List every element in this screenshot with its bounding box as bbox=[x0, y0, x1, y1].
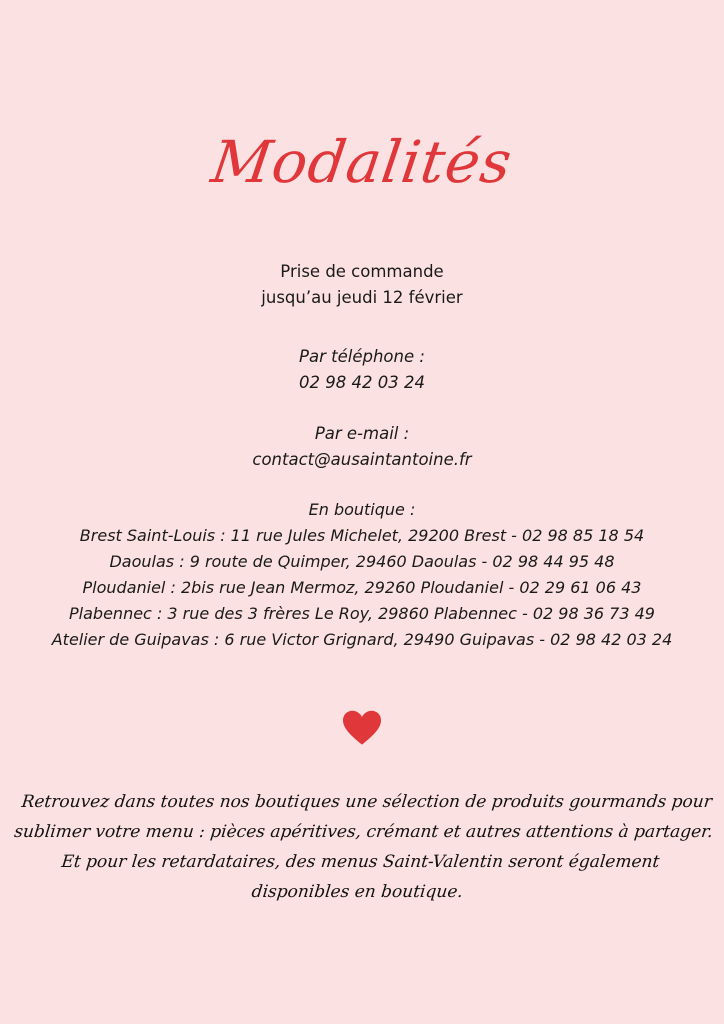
heart-icon bbox=[343, 708, 381, 748]
phone-number: 02 98 42 03 24 bbox=[299, 373, 425, 392]
email-label: Par e-mail : bbox=[314, 424, 410, 443]
shop-item: Atelier de Guipavas : 6 rue Victor Grignard, 29490 Guipavas - 02 98 42 03 24 bbox=[51, 630, 673, 649]
order-deadline bbox=[0, 259, 724, 311]
email-address: contact@ausaintantoine.fr bbox=[252, 450, 472, 469]
page-title: Modalités bbox=[207, 128, 517, 196]
shops-note bbox=[6, 787, 719, 907]
email-section bbox=[0, 421, 724, 473]
shop-item: Brest Saint-Louis : 11 rue Jules Michelet, 29200 Brest - 02 98 85 18 54 bbox=[79, 526, 645, 545]
order-line-1: Prise de commande bbox=[280, 262, 444, 281]
phone-section bbox=[0, 344, 724, 396]
shop-item: Ploudaniel : 2bis rue Jean Mermoz, 29260 Ploudaniel - 02 29 61 06 43 bbox=[82, 578, 642, 597]
shops-section bbox=[0, 497, 724, 653]
note-line: disponibles en boutique. bbox=[250, 882, 464, 902]
shops-label: En boutique : bbox=[308, 500, 416, 519]
phone-label: Par téléphone : bbox=[299, 347, 425, 366]
note-line: Et pour les retardataires, des menus Saint-Valentin seront également bbox=[60, 852, 661, 872]
shop-item: Daoulas : 9 route de Quimper, 29460 Daoulas - 02 98 44 95 48 bbox=[109, 552, 615, 571]
note-line: Retrouvez dans toutes nos boutiques une sélection de produits gourmands pour bbox=[20, 792, 713, 812]
order-line-2: jusqu’au jeudi 12 février bbox=[261, 288, 463, 307]
shop-item: Plabennec : 3 rue des 3 frères Le Roy, 29860 Plabennec - 02 98 36 73 49 bbox=[69, 604, 655, 623]
note-line: sublimer votre menu : pièces apéritives, crémant et autres attentions à partager. bbox=[13, 822, 714, 842]
